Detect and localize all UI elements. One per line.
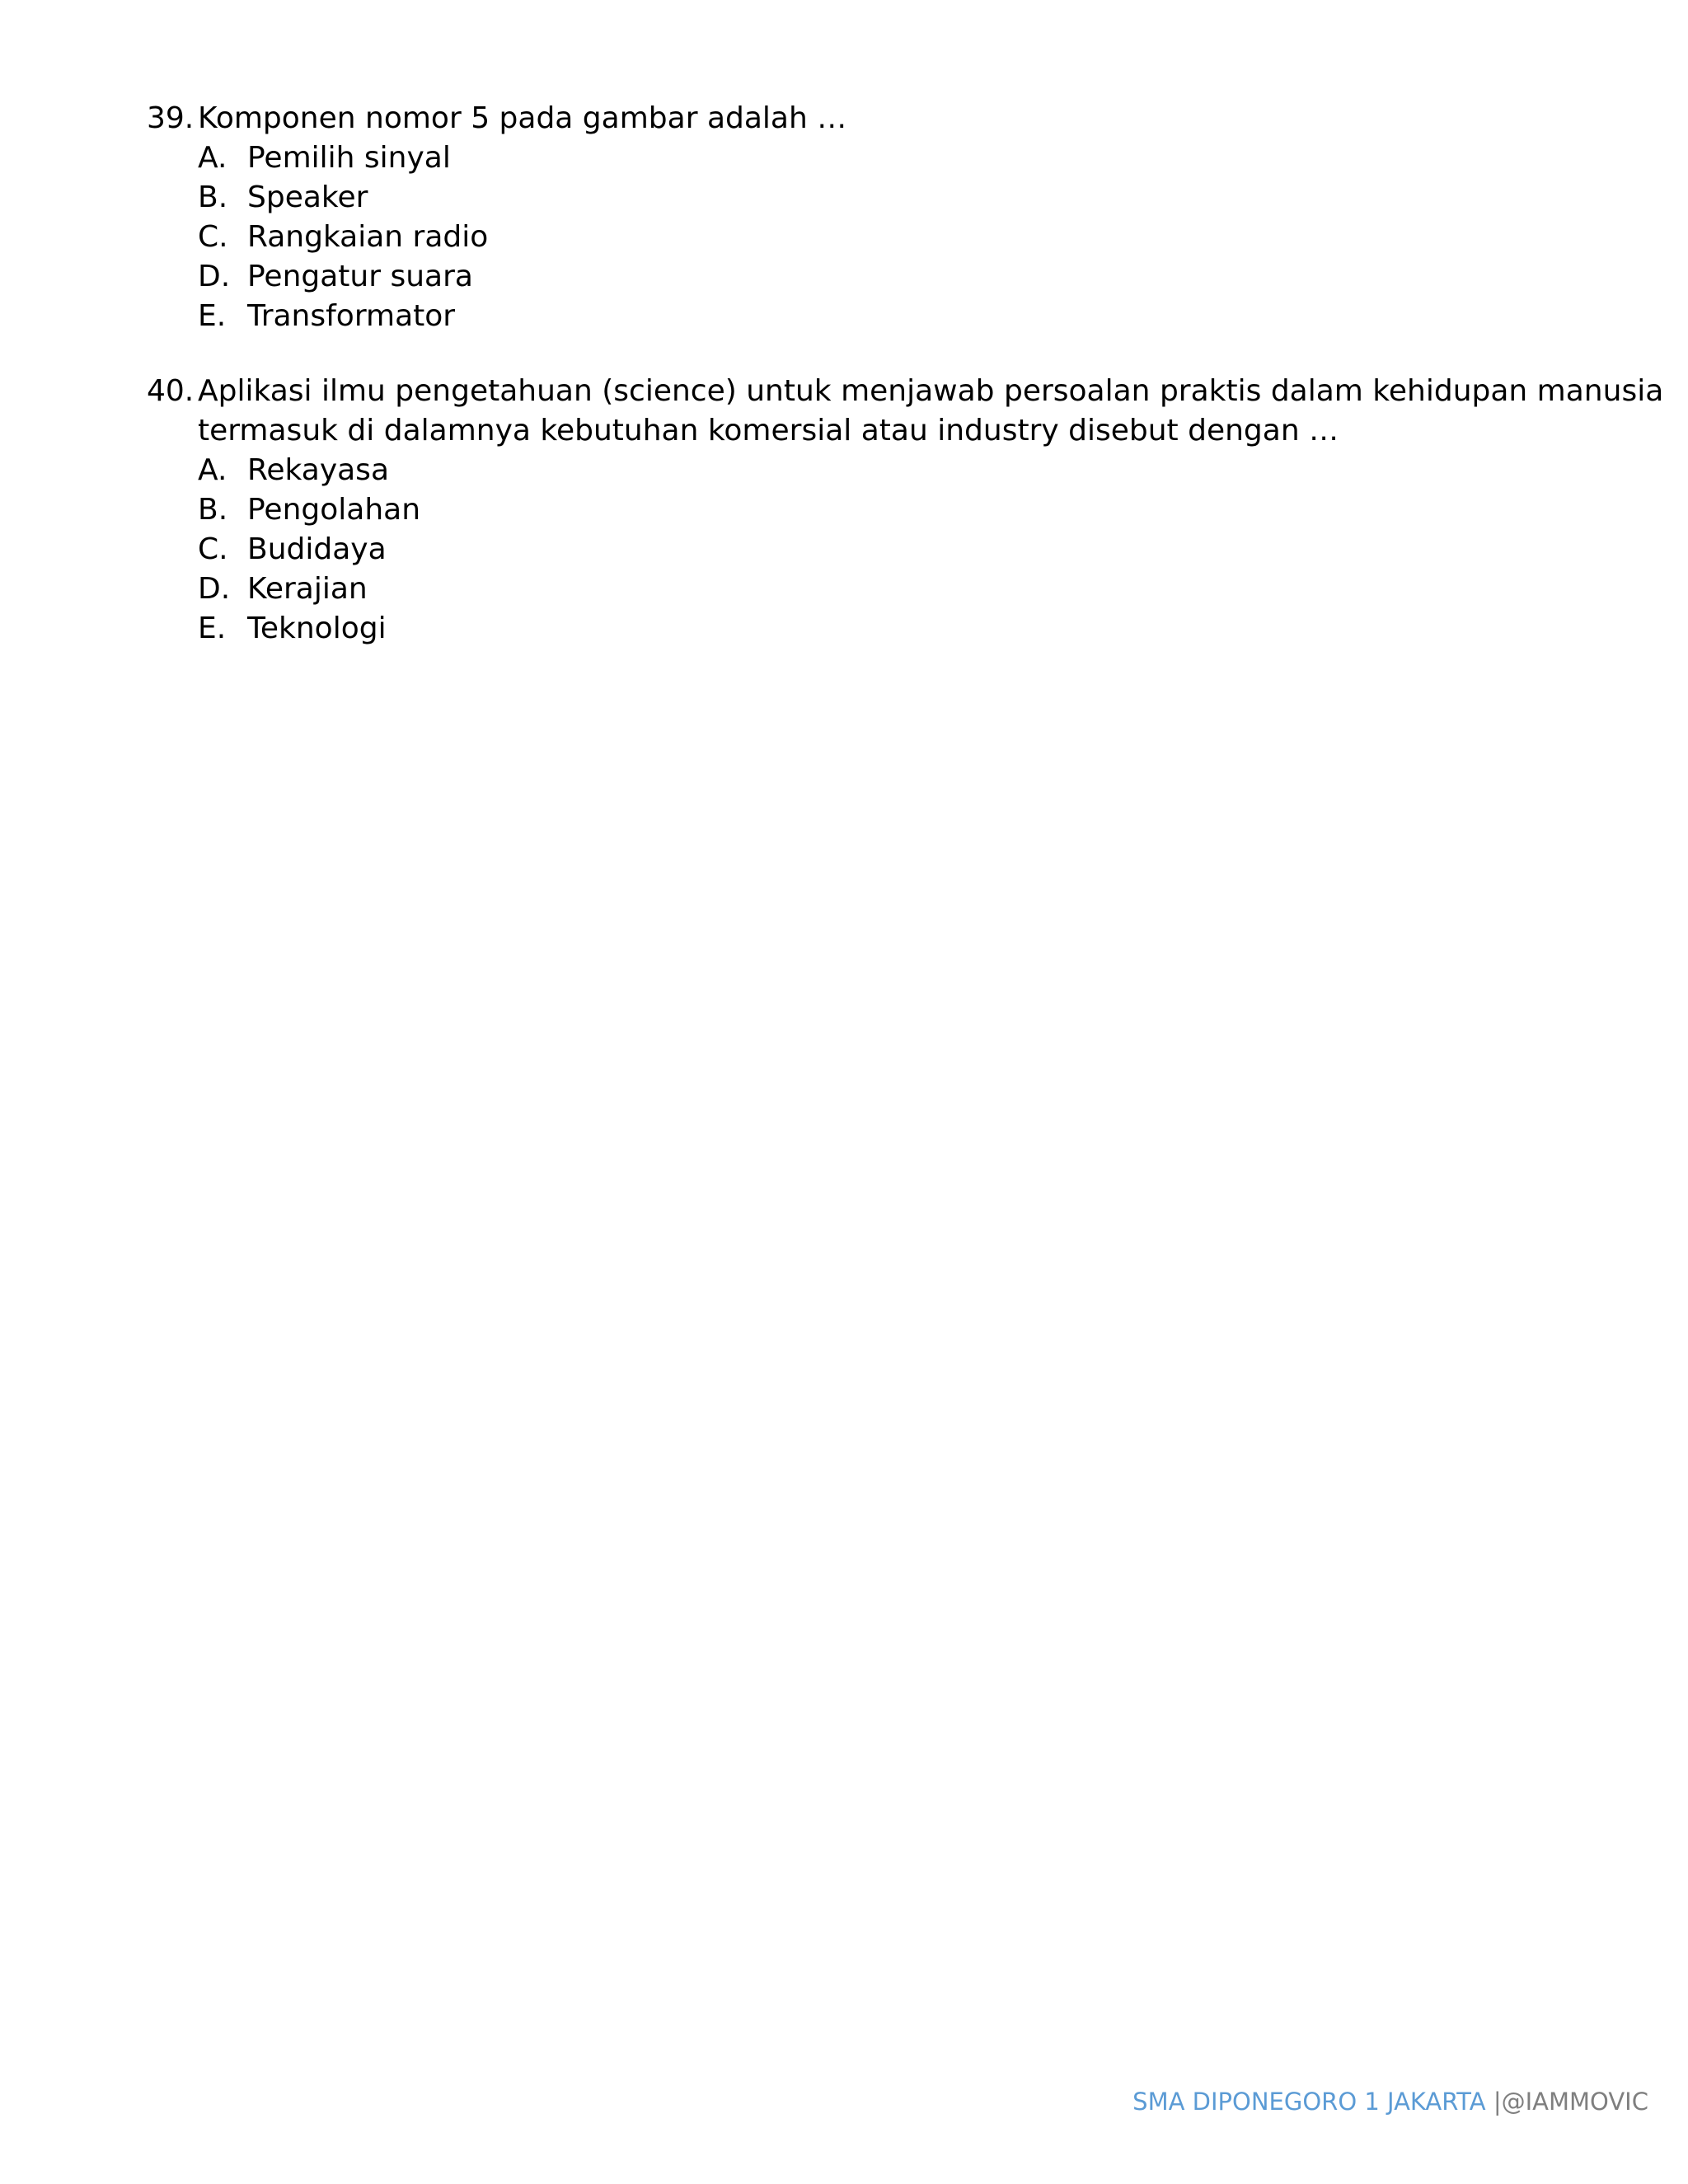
option-letter: E. xyxy=(198,612,227,645)
option-letter: D. xyxy=(198,572,231,606)
answer-option-d xyxy=(198,569,1548,609)
option-letter: B. xyxy=(198,493,228,527)
answer-option-d xyxy=(198,257,1548,297)
option-text: Rangkaian radio xyxy=(247,220,489,254)
answer-option-b xyxy=(198,490,1548,530)
option-text: Transformator xyxy=(247,299,456,333)
option-letter: C. xyxy=(198,220,228,254)
option-text: Pemilih sinyal xyxy=(247,141,451,175)
option-text: Teknologi xyxy=(247,612,387,645)
answer-options xyxy=(147,138,1548,336)
option-text: Pengatur suara xyxy=(247,260,473,293)
question-number: 40. xyxy=(147,374,195,408)
question-stem xyxy=(147,99,1548,138)
footer-school-name: SMA DIPONEGORO 1 JAKARTA xyxy=(1132,2088,1486,2116)
page-footer xyxy=(1132,2085,1648,2118)
question-text-line: Aplikasi ilmu pengetahuan (science) untuk menjawab persoalan praktis dalam kehidupan manusia xyxy=(198,374,1664,408)
question-number: 39. xyxy=(147,101,195,135)
answer-option-a xyxy=(198,138,1548,178)
option-letter: D. xyxy=(198,260,231,293)
answer-options xyxy=(147,451,1548,649)
answer-option-c xyxy=(198,530,1548,569)
question-text xyxy=(198,99,846,138)
answer-option-e xyxy=(198,609,1548,649)
option-text: Pengolahan xyxy=(247,493,421,527)
option-letter: E. xyxy=(198,299,227,333)
answer-option-a xyxy=(198,451,1548,490)
option-letter: B. xyxy=(198,180,228,214)
option-letter: A. xyxy=(198,141,227,175)
answer-option-b xyxy=(198,178,1548,218)
question-text-line: termasuk di dalamnya kebutuhan komersial atau industry disebut dengan … xyxy=(198,414,1339,448)
answer-option-c xyxy=(198,218,1548,257)
question-stem xyxy=(147,372,1664,451)
question-text xyxy=(198,372,1663,451)
footer-handle: |@IAMMOVIC xyxy=(1493,2088,1648,2116)
option-text: Speaker xyxy=(247,180,368,214)
option-letter: C. xyxy=(198,532,228,566)
answer-option-e xyxy=(198,297,1548,336)
question-text-line: Komponen nomor 5 pada gambar adalah … xyxy=(198,101,847,135)
option-text: Budidaya xyxy=(247,532,387,566)
option-text: Rekayasa xyxy=(247,453,390,487)
option-text: Kerajian xyxy=(247,572,368,606)
question-40 xyxy=(147,372,1664,649)
option-letter: A. xyxy=(198,453,227,487)
question-39 xyxy=(147,99,1548,336)
